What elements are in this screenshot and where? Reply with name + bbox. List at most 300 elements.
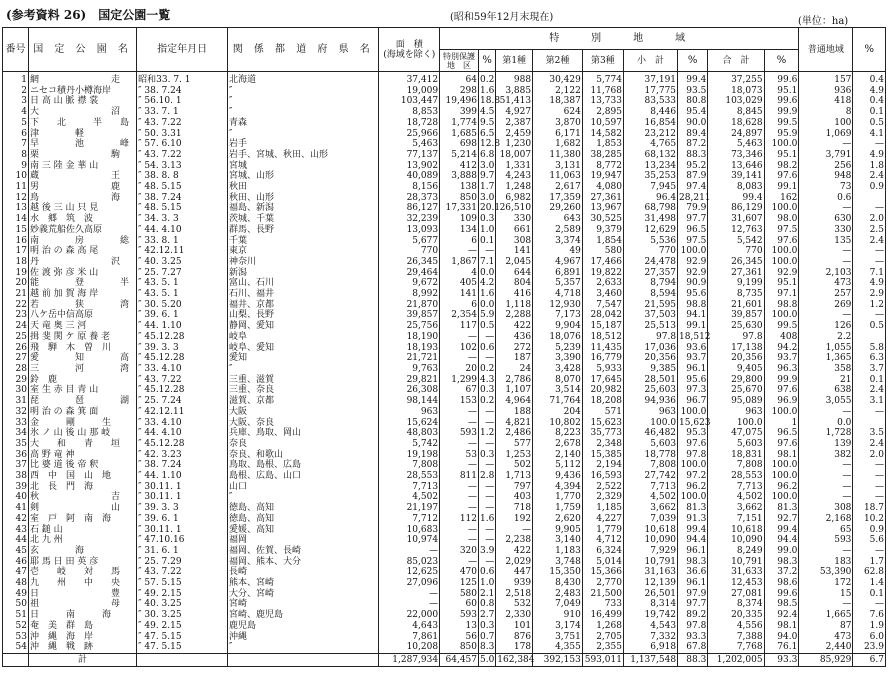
cell-class3: 21,500 (582, 589, 623, 600)
cell-no: 39 (3, 482, 29, 493)
cell-prefs: 愛媛、高知 (228, 525, 379, 536)
cell-total: 28,553 (708, 471, 764, 482)
cell-subtotal: 6,918 (623, 642, 677, 653)
cell-total: 7,151 (708, 514, 764, 525)
cell-area: 86,127 (379, 203, 440, 214)
cell-sp-pct: 4.5 (480, 107, 495, 118)
cell-special-protect: 470 (440, 567, 479, 578)
cell-area: 18,193 (379, 343, 440, 354)
cell-class2: 643 (533, 214, 583, 225)
cell-sp-pct: 9.7 (480, 171, 495, 182)
cell-subtotal: 7,808 (623, 460, 677, 471)
cell-sub-pct: 100.0 (678, 246, 708, 257)
cell-sub-pct: 89.2 (678, 610, 708, 621)
cell-sp-pct: 8.3 (480, 642, 495, 653)
cell-class1: 1,248 (496, 182, 533, 193)
cell-class2: 5,239 (533, 343, 583, 354)
cell-tot-pct: 100.0 (764, 203, 799, 214)
cell-subtotal: 7,929 (623, 546, 677, 557)
cell-sp-pct: 1.2 (480, 428, 495, 439)
cell-date: ″ 33. 8. 1 (137, 236, 228, 247)
cell-tot-pct: 37.2 (764, 567, 799, 578)
cell-tot-pct: 92.9 (764, 268, 799, 279)
cell-subtotal: 9,385 (623, 364, 677, 375)
cell-name: 三 河 湾 (28, 364, 136, 375)
cell-date: ″ 47.10.16 (137, 535, 228, 546)
cell-date: ″ 39. 3. 3 (137, 343, 228, 354)
cell-date: ″ 56.10. 1 (137, 96, 228, 107)
table-row (3, 610, 886, 621)
cell-prefs: 福岡、佐賀、長崎 (228, 546, 379, 557)
cell-name: 早 池 峰 (28, 139, 136, 150)
cell-sub-pct: 28,211 (679, 192, 711, 203)
cell-name: 金 剛 生 (28, 418, 136, 429)
cell-class1: 1,331 (496, 161, 533, 172)
cell-class1: 797 (496, 482, 533, 493)
cell-sp-pct: — (479, 525, 496, 536)
cell-special-protect: 53 (440, 450, 479, 461)
cell-area: 8,992 (379, 289, 440, 300)
cell-class2: 3,140 (533, 535, 583, 546)
table-row (3, 364, 886, 375)
cell-sub-pct: 97.5 (678, 236, 708, 247)
cell-no: 6 (3, 129, 29, 140)
cell-normal: 308 (799, 503, 853, 514)
cell-total: 963 (708, 407, 764, 418)
cell-tot-pct: 99.0 (764, 546, 799, 557)
cell-normal-pct: 0.1 (853, 107, 886, 118)
cell-class3: 15,187 (582, 321, 623, 332)
cell-sp-pct: 1.6 (480, 513, 495, 524)
cell-area: 48,803 (379, 428, 440, 439)
cell-sp-pct: 0.8 (480, 599, 495, 610)
cell-class1: 1,713 (496, 471, 533, 482)
cell-name: 妙義荒船佐久高原 (28, 225, 136, 236)
cell-date: ″ 54. 3.13 (137, 161, 228, 172)
cell-prefs: 福井、京都 (228, 300, 379, 311)
cell-class1: — (496, 525, 533, 536)
cell-class3: 38,285 (582, 150, 623, 161)
cell-class2: 3,514 (533, 385, 583, 396)
cell-class1: 2,288 (496, 310, 533, 321)
cell-class1: 4,927 (496, 107, 533, 118)
cell-class1: 1,107 (496, 385, 533, 396)
cell-no: 1 (3, 72, 29, 86)
cell-prefs: 青森 (228, 118, 379, 129)
cell-sub-pct: 99.4 (678, 72, 708, 86)
cell-special-protect: — (440, 460, 479, 471)
cell-normal-pct: 3.1 (853, 396, 886, 407)
table-row (3, 310, 886, 321)
cell-normal: 3,791 (799, 150, 853, 161)
cell-subtotal: 8,314 (623, 599, 677, 610)
cell-class3: 2,705 (582, 632, 623, 643)
cell-total: 37,255 (708, 72, 764, 86)
cell-normal-pct: 1.2 (853, 300, 886, 311)
cell-class1: 1,118 (496, 300, 533, 311)
cell-normal-pct: 1.9 (853, 621, 886, 632)
cell-subtotal: 25,513 (623, 321, 677, 332)
cell-normal-pct: 2.4 (853, 171, 886, 182)
cell-subtotal: 97.8 (623, 332, 677, 343)
cell-normal: — (799, 257, 853, 268)
table-row (3, 482, 886, 493)
cell-class1: 178 (496, 642, 533, 653)
cell-no: 3 (3, 96, 29, 107)
cell-name: 日 南 海 (28, 610, 136, 621)
cell-name: 琵 琶 湖 (28, 396, 136, 407)
cell-area: 963 (379, 407, 440, 418)
cell-special-protect: 698 (440, 139, 479, 150)
cell-area: 12,625 (379, 567, 440, 578)
table-row (3, 96, 886, 107)
cell-special-protect: 5,214 (440, 150, 479, 161)
cell-area: 7,808 (379, 460, 440, 471)
table-row (3, 72, 886, 86)
cell-no: 20 (3, 278, 29, 289)
cell-total: 18,073 (708, 86, 764, 97)
cell-name: 蔵 王 (28, 171, 136, 182)
cell-normal-pct: 1.4 (853, 578, 886, 589)
cell-prefs: 徳島、高知 (228, 514, 379, 525)
cell-prefs: 北海道 (228, 72, 379, 86)
cell-no: 27 (3, 353, 29, 364)
cell-sp-pct: 0.2 (480, 363, 495, 374)
cell-prefs: 宮城、山形 (228, 171, 379, 182)
cell-no: 31 (3, 396, 29, 407)
cell-subtotal: 19,742 (623, 610, 677, 621)
col-header-normal-pct: % (853, 28, 886, 72)
total-prefs (228, 653, 379, 666)
cell-sub-pct: 94.4 (678, 535, 708, 546)
cell-date: ″ 39. 6. 1 (137, 310, 228, 321)
cell-normal: — (799, 599, 853, 610)
cell-class1: 1,230 (496, 139, 533, 150)
table-row (3, 129, 886, 140)
cell-normal-pct: 62.8 (853, 567, 886, 578)
table-row (3, 535, 886, 546)
cell-normal: 172 (799, 578, 853, 589)
cell-area: 4,643 (379, 621, 440, 632)
table-row (3, 236, 886, 247)
cell-normal-pct: 2.5 (853, 225, 886, 236)
cell-name: 天 竜 奥 三 河 (28, 321, 136, 332)
cell-area: 4,502 (379, 492, 440, 503)
cell-tot-pct: 97.6 (764, 171, 799, 182)
cell-normal: 15 (799, 589, 853, 600)
cell-no: 47 (3, 567, 29, 578)
cell-sp-pct: 3.0 (480, 160, 495, 171)
cell-name: ニセコ積丹小樽海岸 (28, 86, 136, 97)
cell-name: 玄 海 (28, 546, 136, 557)
cell-sub-pct: 99.4 (678, 525, 708, 536)
cell-no: 30 (3, 385, 29, 396)
cell-sub-pct: 93.6 (678, 343, 708, 354)
cell-tot-pct: 100.0 (764, 310, 799, 321)
cell-name: 鈴 鹿 (28, 375, 136, 386)
cell-special-protect: — (440, 492, 479, 503)
col-header-subtotal: 小 計 (623, 50, 677, 72)
table-row (3, 289, 886, 300)
cell-sp-pct: 0.3 (480, 449, 495, 460)
cell-sp-pct: 0.5 (480, 321, 495, 332)
cell-class1: 308 (496, 236, 533, 247)
cell-class2: 2,620 (533, 514, 583, 525)
cell-sub-pct: 99.1 (678, 321, 708, 332)
cell-name: 愛 知 高 (28, 353, 136, 364)
cell-prefs: 福岡、熊本、大分 (228, 557, 379, 568)
cell-no: 37 (3, 460, 29, 471)
cell-name: 津 軽 (28, 129, 136, 140)
cell-class2: 29,260 (533, 203, 583, 214)
cell-class1: 436 (496, 332, 533, 343)
table-row (3, 278, 886, 289)
cell-tot-pct: 96.9 (764, 396, 799, 407)
cell-subtotal: 94,936 (623, 396, 677, 407)
cell-tot-pct: 98.5 (764, 599, 799, 610)
cell-subtotal: 3,662 (623, 503, 677, 514)
cell-area: 27,096 (379, 578, 440, 589)
total-sp-pct: 5.0 (480, 654, 495, 665)
cell-special-protect: 2,354 (440, 310, 479, 321)
cell-date: ″ 42. 3.23 (137, 450, 228, 461)
cell-sub-pct: 80.8 (678, 96, 708, 107)
cell-class1: 988 (496, 72, 533, 86)
cell-total: 8,374 (708, 599, 764, 610)
table-row (3, 503, 886, 514)
cell-class2: 17,359 (533, 193, 583, 204)
cell-normal: — (799, 407, 853, 418)
cell-normal: 21 (799, 375, 853, 386)
cell-date: ″ 40. 3.25 (137, 257, 228, 268)
cell-tot-pct: 100.0 (764, 257, 799, 268)
date-note: (昭和59年12月末現在) (450, 12, 554, 23)
cell-special-protect: — (440, 332, 479, 343)
table-row (3, 418, 886, 429)
cell-sp-pct: 0.3 (480, 620, 495, 631)
cell-sub-pct: 91.3 (678, 514, 708, 525)
cell-name: 西 中 国 山 地 (28, 471, 136, 482)
cell-no: 24 (3, 321, 29, 332)
cell-no: 9 (3, 161, 29, 172)
cell-date: ″ 57. 5.15 (137, 578, 228, 589)
cell-total: 770 (708, 246, 764, 257)
cell-prefs: 鳥取、島根、広島 (228, 460, 379, 471)
cell-total: 95,089 (708, 396, 764, 407)
table-row (3, 161, 886, 172)
cell-prefs: 鹿児島 (228, 621, 379, 632)
area-label: 面 積 (395, 39, 423, 50)
table-row (3, 428, 886, 439)
cell-tot-pct: 99.6 (764, 96, 799, 107)
cell-no: 53 (3, 632, 29, 643)
cell-no: 40 (3, 492, 29, 503)
cell-sub-pct: 18,512 (679, 331, 711, 342)
cell-tot-pct: 97.6 (764, 439, 799, 450)
cell-sub-pct: 100.0 (678, 407, 708, 418)
cell-normal-pct: 3.7 (853, 364, 886, 375)
cell-name: 揖 斐 関 ケ 原 養 老 (28, 332, 136, 343)
cell-sp-pct: — (479, 492, 496, 503)
cell-tot-pct: 162 (764, 193, 799, 204)
cell-no: 8 (3, 150, 29, 161)
cell-normal: 0.0 (799, 418, 853, 429)
cell-sp-pct: 0.6 (480, 342, 495, 353)
cell-subtotal: 10,618 (623, 525, 677, 536)
cell-sp-pct: 2.8 (480, 471, 495, 482)
cell-special-protect: 399 (440, 107, 479, 118)
cell-prefs: 秋田 (228, 182, 379, 193)
cell-prefs: 岩手、宮城、秋田、山形 (228, 150, 379, 161)
cell-tot-pct: 98.1 (764, 450, 799, 461)
table-row (3, 268, 886, 279)
table-row (3, 214, 886, 225)
cell-class2: 2,617 (533, 182, 583, 193)
table-row (3, 193, 886, 204)
cell-date: ″ 38. 7.24 (137, 193, 228, 204)
cell-special-protect: — (440, 407, 479, 418)
document-title: (参考資料 26) 国定公園一覧 (6, 8, 171, 22)
cell-tot-pct: 94.0 (764, 632, 799, 643)
cell-class3: 3,460 (582, 289, 623, 300)
cell-date: 昭和33. 7. 1 (137, 72, 228, 86)
cell-name: 能 登 半 (28, 278, 136, 289)
cell-class2: 8,070 (533, 375, 583, 386)
cell-total: 7,768 (708, 642, 764, 653)
table-row (3, 599, 886, 610)
cell-total: 20,335 (708, 610, 764, 621)
cell-date: ″ 33. 4.10 (137, 364, 228, 375)
col-header-total: 合 計 (708, 50, 764, 72)
cell-tot-pct: 100.0 (764, 492, 799, 503)
cell-date: ″ 45.12.28 (137, 439, 228, 450)
cell-class2: 3,131 (533, 161, 583, 172)
cell-name: 九 州 中 央 (28, 578, 136, 589)
cell-total: 31,633 (708, 567, 764, 578)
col-header-special: 特 別 地 域 (440, 28, 799, 50)
cell-no: 17 (3, 246, 29, 257)
cell-total: 9,199 (708, 278, 764, 289)
cell-sub-pct: 87.9 (678, 171, 708, 182)
cell-prefs: 熊本、宮崎 (228, 578, 379, 589)
cell-name: 南 三 陸 金 華 山 (28, 161, 136, 172)
cell-normal: 358 (799, 364, 853, 375)
cell-normal-pct: — (853, 203, 886, 214)
cell-total: 5,603 (708, 439, 764, 450)
cell-normal-pct (853, 418, 886, 429)
cell-no: 4 (3, 107, 29, 118)
cell-normal-pct: — (853, 257, 886, 268)
cell-sp-pct: 2.1 (480, 588, 495, 599)
cell-normal: 1,069 (799, 129, 853, 140)
table-row (3, 632, 886, 643)
cell-sub-pct: 90.9 (678, 278, 708, 289)
cell-class2: 4,718 (533, 289, 583, 300)
cell-normal: 948 (799, 171, 853, 182)
cell-special-protect: 850 (440, 193, 479, 204)
cell-special-protect: 580 (440, 589, 479, 600)
total-normal: 85,929 (799, 653, 853, 666)
cell-special-protect: 6 (440, 236, 479, 247)
cell-subtotal: 17,775 (623, 86, 677, 97)
cell-no: 45 (3, 546, 29, 557)
cell-class3: 15,366 (582, 567, 623, 578)
cell-total: 8,845 (708, 107, 764, 118)
cell-no: 50 (3, 599, 29, 610)
cell-class2: 9,436 (533, 471, 583, 482)
cell-special-protect: 141 (440, 289, 479, 300)
cell-prefs: ″ (228, 129, 379, 140)
cell-class2: 49 (533, 246, 583, 257)
cell-no: 26 (3, 343, 29, 354)
cell-sub-pct: 95.2 (678, 161, 708, 172)
cell-sub-pct: 100.0 (678, 492, 708, 503)
cell-area: 10,683 (379, 525, 440, 536)
cell-area: 39,857 (379, 310, 440, 321)
cell-special-protect: 60 (440, 599, 479, 610)
cell-class1: 2,029 (496, 557, 533, 568)
cell-no: 52 (3, 621, 29, 632)
cell-class1: 2,486 (496, 428, 533, 439)
cell-date: ″ 43. 5. 1 (137, 278, 228, 289)
cell-no: 44 (3, 535, 29, 546)
cell-date: ″ 39. 6. 1 (137, 514, 228, 525)
cell-total: 73,346 (708, 150, 764, 161)
cell-total: 10,090 (708, 535, 764, 546)
cell-tot-pct: 98.8 (764, 300, 799, 311)
cell-area: 21,197 (379, 503, 440, 514)
cell-total: 12,453 (708, 578, 764, 589)
cell-class1: 187 (496, 353, 533, 364)
cell-sp-pct: 1.0 (480, 224, 495, 235)
cell-sub-pct: 96.2 (678, 482, 708, 493)
cell-normal: 8 (799, 107, 853, 118)
cell-area: 37,412 (379, 72, 440, 86)
cell-prefs: 宮城 (228, 161, 379, 172)
cell-area: — (379, 546, 440, 557)
cell-prefs: 千葉 (228, 236, 379, 247)
cell-area: 103,447 (379, 96, 440, 107)
cell-normal: 183 (799, 557, 853, 568)
cell-total: 47,075 (708, 428, 764, 439)
cell-prefs: 茨城、千葉 (228, 214, 379, 225)
cell-normal: — (799, 471, 853, 482)
table-row (3, 439, 886, 450)
cell-area: 21,870 (379, 300, 440, 311)
cell-no: 12 (3, 193, 29, 204)
cell-class2: 4,967 (533, 257, 583, 268)
cell-sub-pct: 94.1 (678, 310, 708, 321)
cell-area: 26,308 (379, 385, 440, 396)
cell-prefs: 徳島、高知 (228, 503, 379, 514)
cell-class1: 1,253 (496, 450, 533, 461)
cell-tot-pct: 98.1 (764, 621, 799, 632)
cell-class2: 910 (533, 610, 583, 621)
cell-area: 19,198 (379, 450, 440, 461)
cell-normal-pct: 6.3 (853, 353, 886, 364)
cell-class2: 2,140 (533, 450, 583, 461)
cell-class3: 2,770 (582, 578, 623, 589)
cell-sub-pct: 93.3 (678, 632, 708, 643)
cell-class1: 330 (496, 214, 533, 225)
cell-special-protect: 1,774 (440, 118, 479, 129)
cell-class2: 3,390 (533, 353, 583, 364)
cell-name: 佐 渡 弥 彦 米 山 (28, 268, 136, 279)
cell-name: 南 房 総 (28, 236, 136, 247)
cell-date: ″ 30.11. 1 (137, 492, 228, 503)
total-row (3, 653, 886, 666)
cell-total: 100.0 (708, 418, 764, 429)
